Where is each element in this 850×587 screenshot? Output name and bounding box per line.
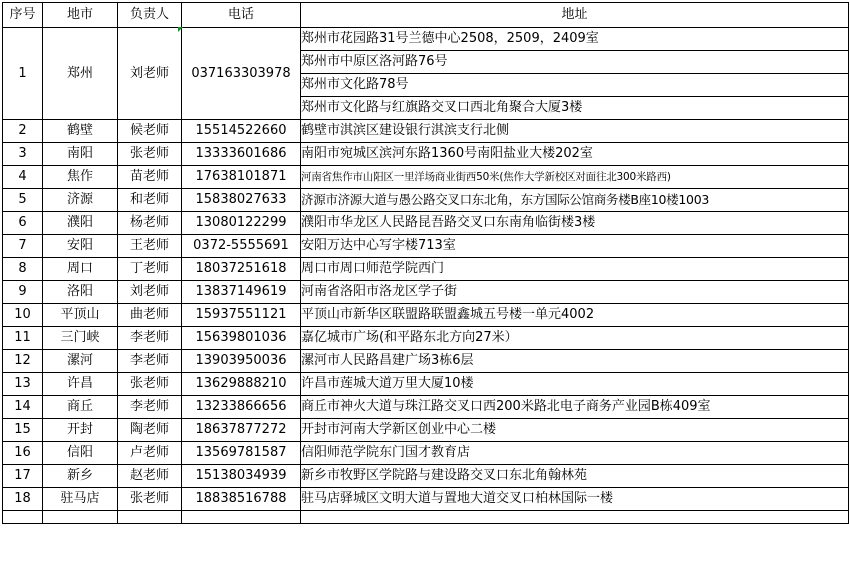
cell-city[interactable]: 信阳	[43, 442, 118, 465]
cell-address[interactable]: 河南省洛阳市洛龙区学子街	[301, 281, 849, 304]
cell-index[interactable]: 13	[3, 373, 43, 396]
cell-owner[interactable]: 曲老师	[118, 304, 182, 327]
cell-address[interactable]: 新乡市牧野区学院路与建设路交叉口东北角翰林苑	[301, 465, 849, 488]
cell-city[interactable]: 南阳	[43, 143, 118, 166]
cell-index[interactable]: 18	[3, 488, 43, 511]
cell-address[interactable]: 嘉亿城市广场(和平路东北方向27米）	[301, 327, 849, 350]
cell-phone[interactable]: 0372-5555691	[182, 235, 301, 258]
cell-address[interactable]: 郑州市花园路31号兰德中心2508，2509，2409室	[301, 28, 849, 51]
cell-address[interactable]: 河南省焦作市山阳区一里洋场商业街西50米(焦作大学新校区对面往北300米路西)	[301, 166, 849, 189]
cell-address[interactable]: 周口市周口师范学院西门	[301, 258, 849, 281]
cell-index[interactable]: 7	[3, 235, 43, 258]
cell-phone[interactable]: 13837149619	[182, 281, 301, 304]
table-row	[3, 442, 849, 465]
cell-address[interactable]: 信阳师范学院东门国才教育店	[301, 442, 849, 465]
table-row	[3, 143, 849, 166]
cell-city[interactable]: 漯河	[43, 350, 118, 373]
cell-index[interactable]: 3	[3, 143, 43, 166]
empty-row	[3, 511, 849, 524]
cell-index[interactable]: 11	[3, 327, 43, 350]
cell-city[interactable]: 新乡	[43, 465, 118, 488]
table-row	[3, 235, 849, 258]
cell-address[interactable]: 商丘市神火大道与珠江路交叉口西200米路北电子商务产业园B栋409室	[301, 396, 849, 419]
cell-address[interactable]: 平顶山市新华区联盟路联盟鑫城五号楼一单元4002	[301, 304, 849, 327]
cell-phone[interactable]: 13080122299	[182, 212, 301, 235]
table-row	[3, 281, 849, 304]
cell-index[interactable]: 16	[3, 442, 43, 465]
table-row	[3, 373, 849, 396]
cell-address[interactable]: 许昌市莲城大道万里大厦10楼	[301, 373, 849, 396]
cell-address[interactable]: 开封市河南大学新区创业中心二楼	[301, 419, 849, 442]
cell-comment-marker	[178, 27, 183, 32]
table-row	[3, 28, 849, 51]
cell-city[interactable]: 开封	[43, 419, 118, 442]
cell-phone[interactable]: 13903950036	[182, 350, 301, 373]
empty-cell[interactable]	[118, 511, 182, 524]
cell-address[interactable]: 鹤壁市淇滨区建设银行淇滨支行北侧	[301, 120, 849, 143]
empty-cell[interactable]	[43, 511, 118, 524]
cell-address[interactable]: 漯河市人民路昌建广场3栋6层	[301, 350, 849, 373]
cell-index[interactable]: 4	[3, 166, 43, 189]
cell-owner[interactable]: 张老师	[118, 373, 182, 396]
cell-phone[interactable]: 037163303978	[182, 28, 301, 120]
cell-phone[interactable]: 15514522660	[182, 120, 301, 143]
cell-city[interactable]: 平顶山	[43, 304, 118, 327]
table-row	[3, 419, 849, 442]
cell-owner[interactable]: 刘老师	[118, 281, 182, 304]
cell-owner[interactable]: 陶老师	[118, 419, 182, 442]
cell-index[interactable]: 9	[3, 281, 43, 304]
cell-city[interactable]: 许昌	[43, 373, 118, 396]
table-body	[3, 28, 849, 524]
header-phone[interactable]: 电话	[182, 3, 301, 28]
cell-owner[interactable]: 苗老师	[118, 166, 182, 189]
cell-owner[interactable]: 张老师	[118, 143, 182, 166]
cell-phone[interactable]: 15838027633	[182, 189, 301, 212]
cell-address[interactable]: 济源市济源大道与愚公路交叉口东北角，东方国际公馆商务楼B座10楼1003	[301, 189, 849, 212]
cell-phone[interactable]: 13569781587	[182, 442, 301, 465]
empty-cell[interactable]	[3, 511, 43, 524]
table-row	[3, 396, 849, 419]
cell-phone[interactable]: 15138034939	[182, 465, 301, 488]
cell-address[interactable]: 郑州市中原区洛河路76号	[301, 51, 849, 74]
cell-owner[interactable]: 李老师	[118, 396, 182, 419]
table-row	[3, 465, 849, 488]
cell-city[interactable]: 洛阳	[43, 281, 118, 304]
cell-phone[interactable]: 13233866656	[182, 396, 301, 419]
cell-city[interactable]: 济源	[43, 189, 118, 212]
cell-owner[interactable]: 刘老师	[118, 28, 182, 120]
table-row	[3, 166, 849, 189]
cell-index[interactable]: 2	[3, 120, 43, 143]
cell-phone[interactable]: 15937551121	[182, 304, 301, 327]
cell-city[interactable]: 焦作	[43, 166, 118, 189]
cell-owner[interactable]: 张老师	[118, 488, 182, 511]
cell-address[interactable]: 南阳市宛城区滨河东路1360号南阳盐业大楼202室	[301, 143, 849, 166]
cell-index[interactable]: 12	[3, 350, 43, 373]
cell-city[interactable]: 濮阳	[43, 212, 118, 235]
header-address[interactable]: 地址	[301, 3, 849, 28]
cell-city[interactable]: 三门峡	[43, 327, 118, 350]
cell-phone[interactable]: 17638101871	[182, 166, 301, 189]
cell-phone[interactable]: 18037251618	[182, 258, 301, 281]
cell-index[interactable]: 8	[3, 258, 43, 281]
header-index[interactable]: 序号	[3, 3, 43, 28]
cell-owner[interactable]: 王老师	[118, 235, 182, 258]
table-row	[3, 327, 849, 350]
cell-city[interactable]: 安阳	[43, 235, 118, 258]
cell-city[interactable]: 周口	[43, 258, 118, 281]
cell-owner[interactable]: 李老师	[118, 327, 182, 350]
empty-cell[interactable]	[301, 511, 849, 524]
table-row	[3, 488, 849, 511]
cell-phone[interactable]: 18637877272	[182, 419, 301, 442]
cell-city[interactable]: 郑州	[43, 28, 118, 120]
cell-address[interactable]: 濮阳市华龙区人民路昆吾路交叉口东南角临街楼3楼	[301, 212, 849, 235]
header-owner[interactable]: 负责人	[118, 3, 182, 28]
cell-phone[interactable]: 13629888210	[182, 373, 301, 396]
cell-owner[interactable]: 丁老师	[118, 258, 182, 281]
contact-table	[2, 2, 849, 524]
cell-index[interactable]: 15	[3, 419, 43, 442]
cell-city[interactable]: 驻马店	[43, 488, 118, 511]
cell-index[interactable]: 10	[3, 304, 43, 327]
cell-owner[interactable]: 候老师	[118, 120, 182, 143]
cell-index[interactable]: 6	[3, 212, 43, 235]
cell-owner[interactable]: 卢老师	[118, 442, 182, 465]
cell-index[interactable]: 14	[3, 396, 43, 419]
table-row	[3, 189, 849, 212]
cell-index[interactable]: 17	[3, 465, 43, 488]
empty-cell[interactable]	[182, 511, 301, 524]
cell-owner[interactable]: 赵老师	[118, 465, 182, 488]
cell-address[interactable]: 郑州市文化路78号	[301, 74, 849, 97]
cell-address[interactable]: 安阳万达中心写字楼713室	[301, 235, 849, 258]
table-row	[3, 120, 849, 143]
cell-city[interactable]: 商丘	[43, 396, 118, 419]
table-row	[3, 212, 849, 235]
cell-address[interactable]: 驻马店驿城区文明大道与置地大道交叉口柏林国际一楼	[301, 488, 849, 511]
cell-owner[interactable]: 李老师	[118, 350, 182, 373]
header-row	[3, 3, 849, 28]
cell-index[interactable]: 5	[3, 189, 43, 212]
cell-phone[interactable]: 18838516788	[182, 488, 301, 511]
table-row	[3, 258, 849, 281]
cell-phone[interactable]: 13333601686	[182, 143, 301, 166]
cell-city[interactable]: 鹤壁	[43, 120, 118, 143]
cell-phone[interactable]: 15639801036	[182, 327, 301, 350]
cell-index[interactable]: 1	[3, 28, 43, 120]
cell-owner[interactable]: 杨老师	[118, 212, 182, 235]
cell-address[interactable]: 郑州市文化路与红旗路交叉口西北角聚合大厦3楼	[301, 97, 849, 120]
table-row	[3, 304, 849, 327]
table-row	[3, 350, 849, 373]
header-city[interactable]: 地市	[43, 3, 118, 28]
cell-owner[interactable]: 和老师	[118, 189, 182, 212]
